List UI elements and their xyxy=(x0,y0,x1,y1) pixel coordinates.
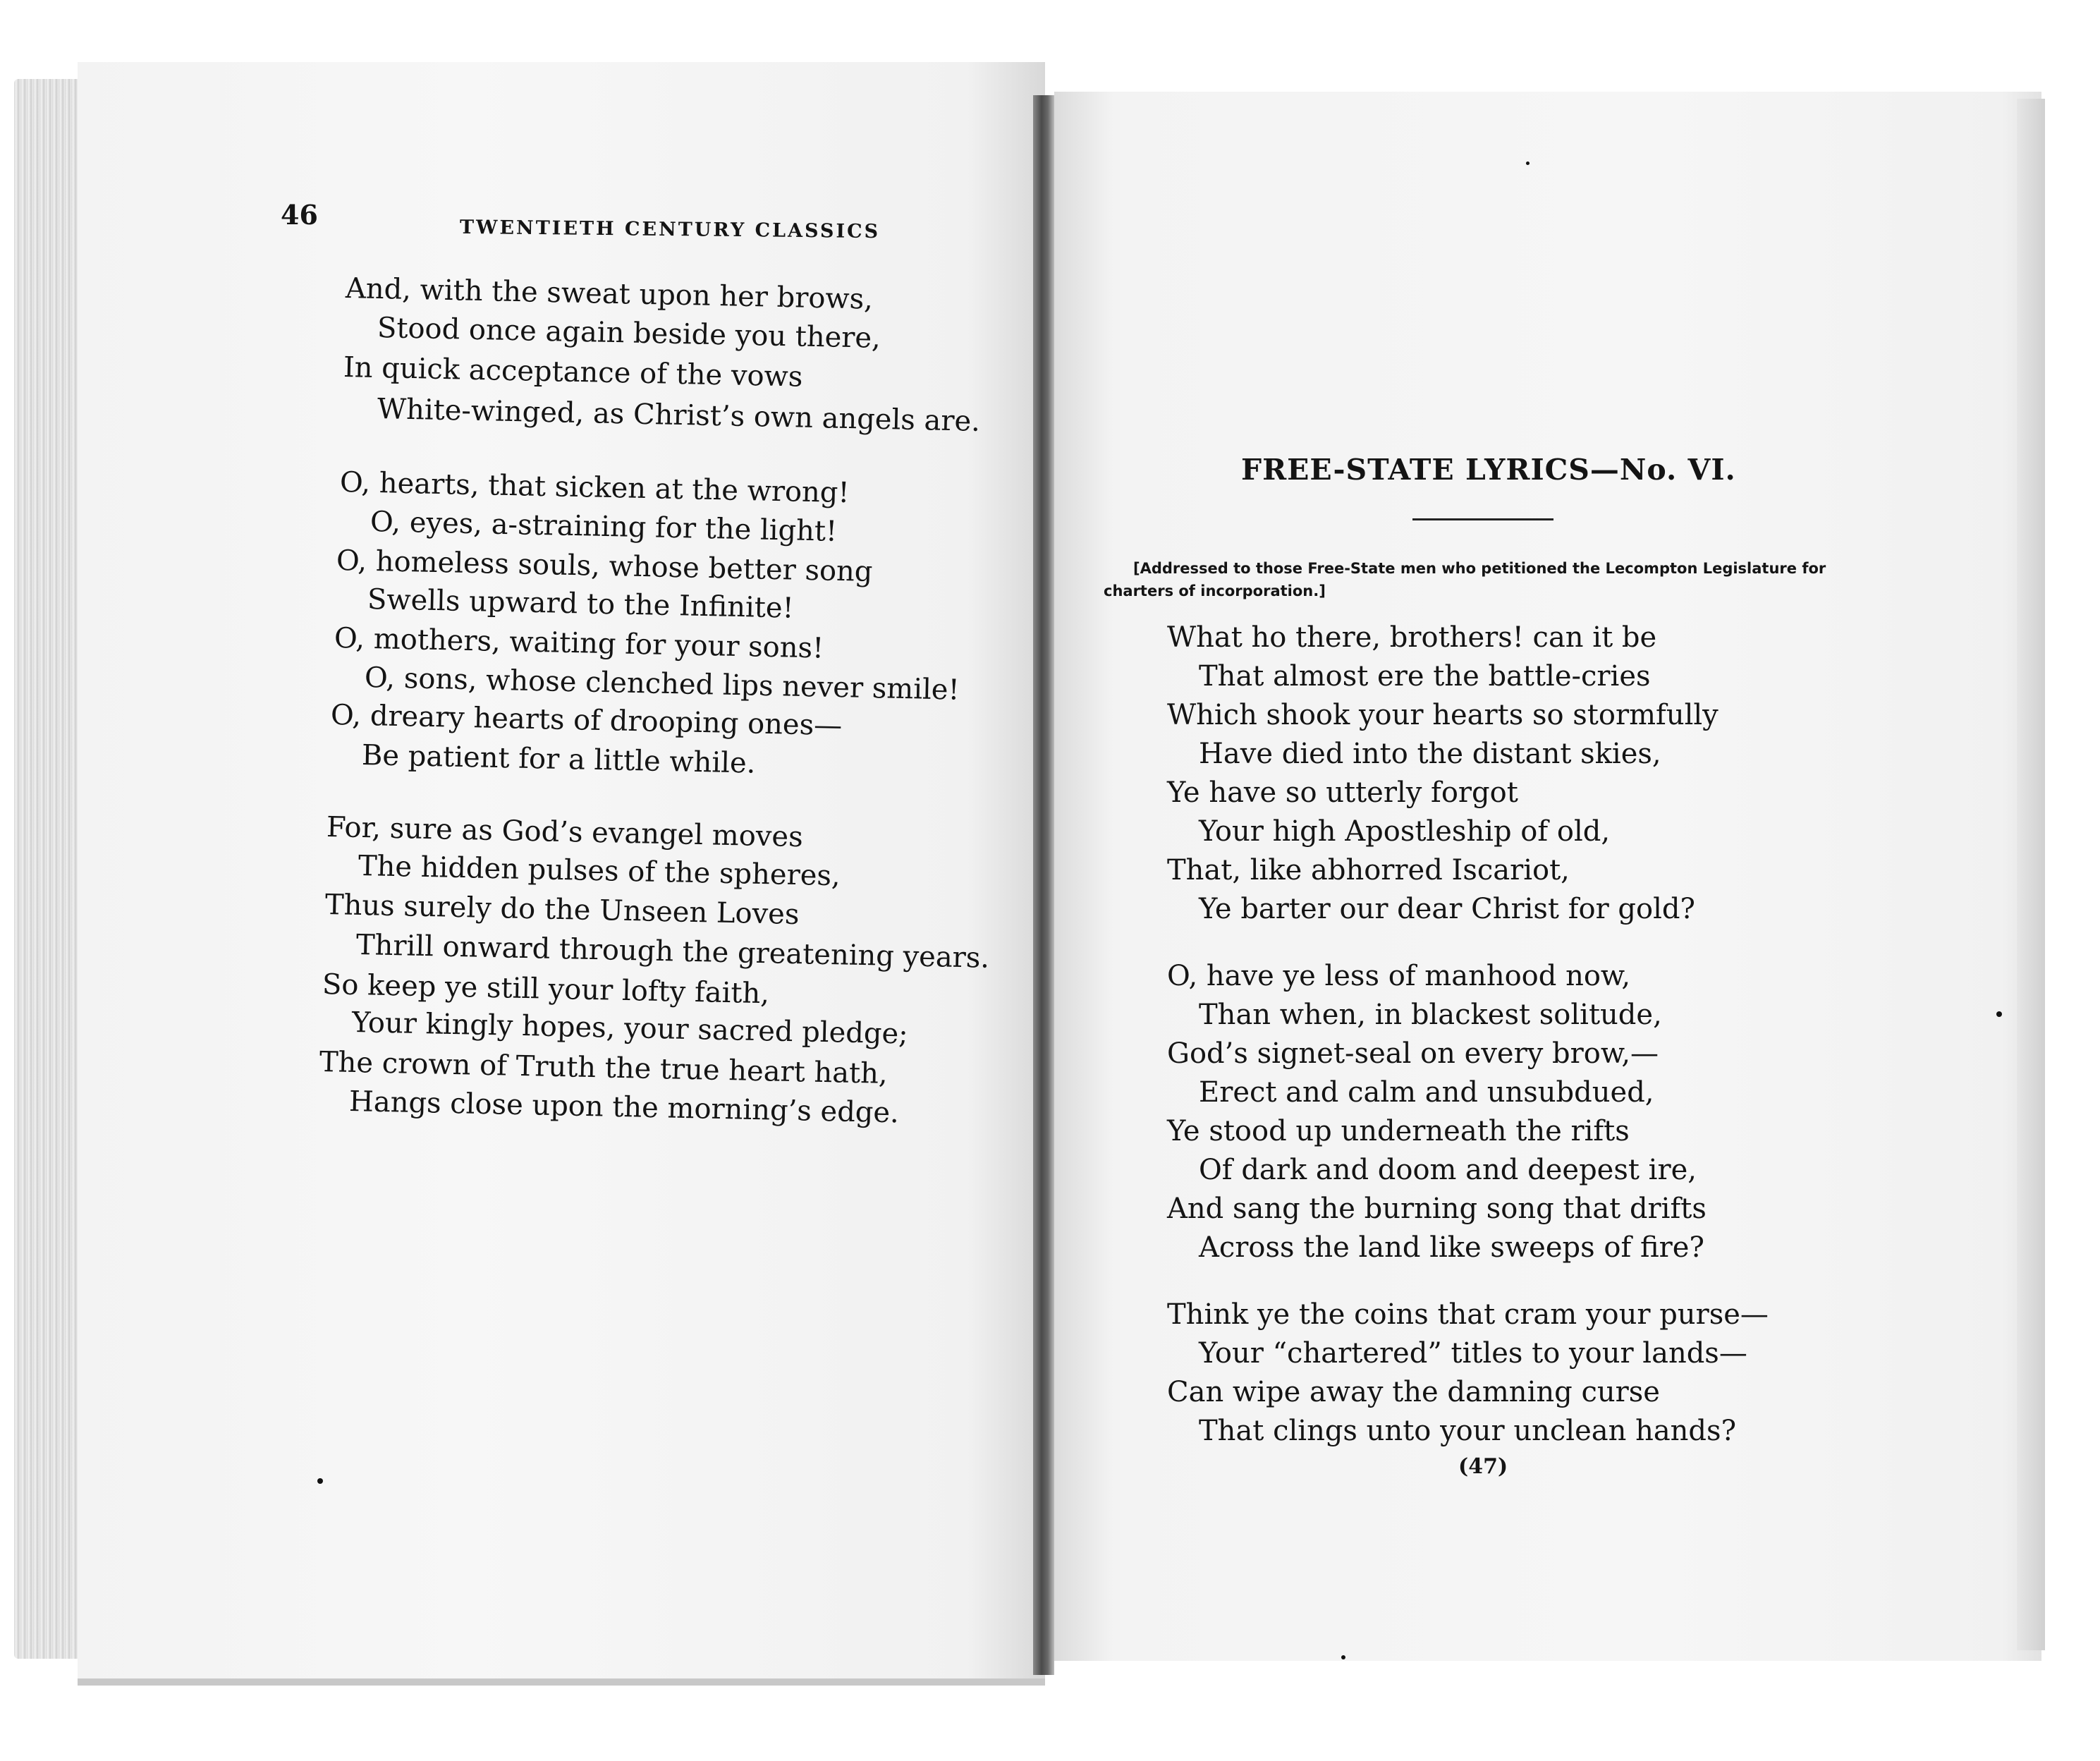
poem-line: In quick acceptance of the vows xyxy=(343,351,803,394)
poem-line: White-winged, as Christ’s own angels are. xyxy=(377,393,981,438)
editorial-note-line-2: charters of incorporation.] xyxy=(1104,583,1326,599)
title-rule xyxy=(1412,518,1553,520)
poem-line: O, have ye less of manhood now, xyxy=(1167,960,1631,992)
poem-line: Ye have so utterly forgot xyxy=(1167,776,1518,809)
poem-line: Than when, in blackest solitude, xyxy=(1199,999,1662,1031)
poem-line: Which shook your hearts so stormfully xyxy=(1167,699,1719,731)
poem-line: Stood once again beside you there, xyxy=(377,312,881,355)
poem-line: Of dark and doom and deepest ire, xyxy=(1199,1154,1697,1186)
scan-speck xyxy=(317,1478,323,1484)
book-gutter xyxy=(1033,95,1054,1675)
editorial-note-line-1: [Addressed to those Free-State men who petitioned the Lecompton Legislature for xyxy=(1133,560,1826,577)
poem-line: Be patient for a little while. xyxy=(361,739,756,780)
poem-title: FREE-STATE LYRICS—No. VI. xyxy=(1241,453,1736,487)
poem-line: That almost ere the battle-cries xyxy=(1199,660,1651,693)
poem-line: Erect and calm and unsubdued, xyxy=(1199,1076,1654,1109)
poem-line: Hangs close upon the morning’s edge. xyxy=(348,1085,900,1130)
poem-line: God’s signet-seal on every brow,— xyxy=(1167,1037,1659,1070)
poem-line: Swells upward to the Infinite! xyxy=(367,583,795,625)
poem-line: Across the land like sweeps of fire? xyxy=(1199,1231,1704,1264)
scan-speck xyxy=(1996,1011,2002,1017)
poem-line: For, sure as God’s evangel moves xyxy=(326,811,804,854)
scan-speck xyxy=(1526,162,1530,165)
scan-speck xyxy=(1341,1655,1345,1659)
poem-line: What ho there, brothers! can it be xyxy=(1167,621,1657,654)
right-page-number: (47) xyxy=(1458,1454,1508,1479)
left-page-number: 46 xyxy=(281,199,318,231)
poem-line: O, homeless souls, whose better song xyxy=(336,544,873,588)
poem-line: Think ye the coins that cram your purse— xyxy=(1167,1298,1769,1331)
poem-line: The hidden pulses of the spheres, xyxy=(358,850,841,893)
poem-line: Thus surely do the Unseen Loves xyxy=(324,889,800,932)
poem-line: Thrill onward through the greatening years. xyxy=(355,929,990,975)
poem-line: Your high Apostleship of old, xyxy=(1199,815,1611,848)
right-page-edge xyxy=(2017,99,2045,1650)
poem-line: That clings unto your unclean hands? xyxy=(1199,1415,1737,1447)
poem-line: Have died into the distant skies, xyxy=(1199,738,1661,770)
poem-line: O, hearts, that sicken at the wrong! xyxy=(339,466,850,510)
poem-line: O, sons, whose clenched lips never smile! xyxy=(364,662,960,707)
running-head: TWENTIETH CENTURY CLASSICS xyxy=(459,216,881,243)
poem-line: So keep ye still your lofty faith, xyxy=(322,968,770,1011)
poem-line: O, eyes, a-straining for the light! xyxy=(370,506,838,548)
poem-line: Ye stood up underneath the rifts xyxy=(1167,1115,1630,1147)
poem-line: And sang the burning song that drifts xyxy=(1167,1193,1707,1225)
poem-line: Your kingly hopes, your sacred pledge; xyxy=(351,1006,909,1051)
poem-line: O, dreary hearts of drooping ones— xyxy=(330,699,843,743)
poem-line: The crown of Truth the true heart hath, xyxy=(319,1046,889,1090)
poem-line: And, with the sweat upon her brows, xyxy=(345,272,874,316)
poem-line: Ye barter our dear Christ for gold? xyxy=(1199,893,1695,925)
poem-line: Your “chartered” titles to your lands— xyxy=(1199,1337,1747,1370)
poem-line: O, mothers, waiting for your sons! xyxy=(334,622,824,665)
poem-line: Can wipe away the damning curse xyxy=(1167,1376,1660,1408)
poem-line: That, like abhorred Iscariot, xyxy=(1167,854,1570,886)
